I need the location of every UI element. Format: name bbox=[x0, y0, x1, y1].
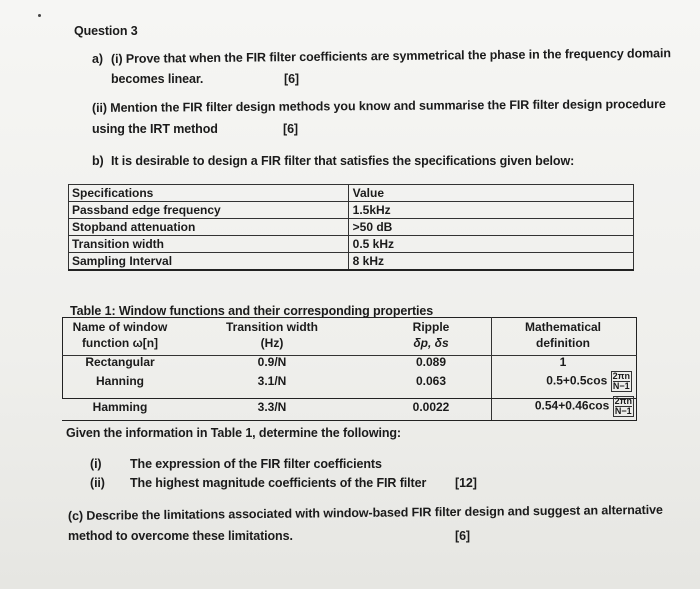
part-c-line1: (c) Describe the limitations associated with window-based FIR filter design and suggest an alternative bbox=[67, 502, 663, 523]
header-ripple-line1: Ripple bbox=[412, 320, 450, 334]
header-ripple bbox=[372, 319, 490, 351]
table-row bbox=[69, 202, 634, 219]
window-definition-cell bbox=[490, 392, 636, 417]
spec-header-value: Value bbox=[348, 185, 633, 202]
header-math-line1: Mathematical bbox=[524, 320, 602, 334]
table-row bbox=[62, 392, 636, 417]
fraction-numerator: 2πn bbox=[614, 396, 632, 406]
given-ii-text: The highest magnitude coefficients of the FIR filter bbox=[130, 476, 427, 490]
window-definition-cell bbox=[490, 370, 636, 392]
window-transition-width: 3.3/N bbox=[257, 399, 287, 414]
spec-cell: Transition width bbox=[69, 236, 349, 253]
fraction-denominator: N−1 bbox=[612, 380, 630, 391]
table-row bbox=[69, 236, 634, 253]
fraction-denominator: N−1 bbox=[614, 406, 632, 416]
question-title: Question 3 bbox=[74, 24, 138, 38]
table-row bbox=[69, 185, 634, 202]
given-i-label: (i) bbox=[90, 457, 102, 471]
spec-value: 1.5kHz bbox=[348, 202, 633, 219]
bullet-dot bbox=[38, 14, 41, 17]
header-name-window bbox=[62, 319, 172, 351]
window-ripple: 0.089 bbox=[415, 354, 447, 369]
part-a-ii-line1: (ii) Mention the FIR filter design methods you know and summarise the FIR filter design procedure bbox=[91, 96, 666, 115]
table-header-row bbox=[62, 319, 636, 351]
window-transition-width: 3.1/N bbox=[257, 374, 287, 388]
given-text: Given the information in Table 1, determine the following: bbox=[66, 426, 401, 440]
window-transition-width: 0.9/N bbox=[257, 354, 287, 369]
window-definition: 0.54+0.46cos bbox=[534, 398, 610, 413]
spec-cell: Sampling Interval bbox=[69, 253, 349, 271]
header-tw-line1: Transition width bbox=[226, 320, 318, 334]
table-row bbox=[62, 351, 636, 370]
window-name: Hanning bbox=[96, 374, 144, 388]
window-ripple: 0.0022 bbox=[412, 399, 450, 414]
spec-value: 8 kHz bbox=[348, 253, 633, 271]
spec-header-specifications: Specifications bbox=[69, 185, 349, 202]
table-row bbox=[62, 370, 636, 392]
part-a-ii-marks: [6] bbox=[283, 122, 298, 136]
part-c-marks: [6] bbox=[455, 529, 470, 543]
part-a-i-marks: [6] bbox=[284, 72, 299, 86]
specifications-table bbox=[68, 184, 634, 271]
part-b-text: It is desirable to design a FIR filter that satisfies the specifications given below: bbox=[111, 154, 575, 168]
window-table-caption: Table 1: Window functions and their corresponding properties bbox=[70, 304, 434, 318]
window-functions-table bbox=[62, 319, 636, 417]
given-marks: [12] bbox=[455, 476, 477, 490]
header-math-line2: definition bbox=[536, 336, 590, 350]
given-ii-label: (ii) bbox=[90, 476, 105, 490]
header-name-line1: Name of window bbox=[72, 320, 168, 334]
header-name-line2: function ω[n] bbox=[81, 336, 159, 350]
table-row bbox=[69, 219, 634, 236]
part-b-label: b) bbox=[92, 154, 104, 168]
part-a-ii-line2: using the IRT method bbox=[92, 122, 218, 136]
given-i-text: The expression of the FIR filter coefficients bbox=[130, 457, 382, 471]
window-ripple: 0.063 bbox=[415, 374, 447, 388]
fraction bbox=[613, 396, 634, 417]
spec-value: 0.5 kHz bbox=[348, 236, 633, 253]
spec-cell: Stopband attenuation bbox=[69, 219, 349, 236]
window-definition: 1 bbox=[559, 354, 567, 369]
header-ripple-line2: δp, δs bbox=[413, 336, 449, 350]
fraction-numerator: 2πn bbox=[612, 370, 630, 381]
fraction bbox=[611, 371, 632, 392]
part-a-label: a) bbox=[92, 52, 103, 66]
window-name: Rectangular bbox=[85, 354, 155, 369]
header-tw-line2: (Hz) bbox=[260, 336, 284, 350]
window-definition: 0.5+0.5cos bbox=[546, 373, 608, 388]
spec-value: >50 dB bbox=[348, 219, 633, 236]
header-math-definition bbox=[490, 319, 636, 351]
part-a-i-line2: becomes linear. bbox=[111, 72, 204, 86]
table-row bbox=[69, 253, 634, 271]
part-c-line2: method to overcome these limitations. bbox=[68, 529, 293, 543]
spec-cell: Passband edge frequency bbox=[69, 202, 349, 219]
window-name: Hamming bbox=[92, 399, 148, 414]
part-a-i-line1: (i) Prove that when the FIR filter coefficients are symmetrical the phase in the frequency domain bbox=[110, 46, 671, 66]
header-transition-width bbox=[172, 319, 372, 351]
